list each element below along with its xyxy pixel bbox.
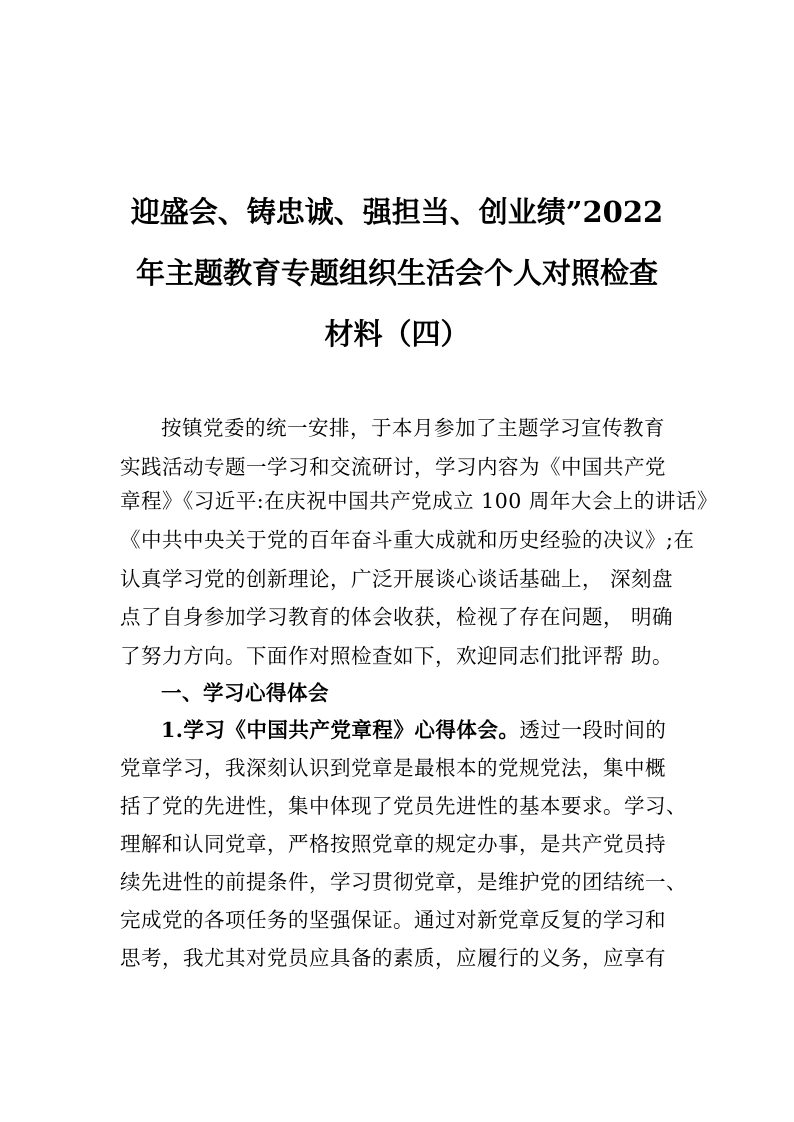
intro-paragraph-line: 按镇党委的统一安排，于本月参加了主题学习宣传教育 [161, 416, 665, 440]
intro-paragraph-line: 实践活动专题一学习和交流研讨，学习内容为《中国共产党 [120, 455, 666, 479]
intro-paragraph-line: 了努力方向。下面作对照检查如下，欢迎同志们批评帮 助。 [120, 644, 674, 668]
section-heading: 一、学习心得体会 [161, 681, 329, 705]
subsection-line: 党章学习，我深刻认识到党章是最根本的党规党法，集中概 [120, 756, 666, 780]
intro-paragraph-line: 认真学习党的创新理论，广泛开展谈心谈话基础上， 深刻盘 [120, 567, 674, 591]
intro-paragraph-line: 点了自身参加学习教育的体会收获，检视了存在问题， 明确 [120, 605, 674, 629]
subsection-lead-bold: 1.学习《中国共产党章程》心得体会。 [161, 718, 520, 742]
intro-paragraph-line: 章程》《习近平:在庆祝中国共产党成立 100 周年大会上的讲话》 [120, 489, 718, 513]
subsection-line: 完成党的各项任务的坚强保证。通过对新党章反复的学习和 [120, 908, 666, 932]
subsection-line: 理解和认同党章，严格按照党章的规定办事，是共产党员持 [120, 832, 666, 856]
intro-paragraph-line: 《中共中央关于党的百年奋斗重大成就和历史经验的决议》;在 [120, 528, 695, 552]
subsection-line: 括了党的先进性，集中体现了党员先进性的基本要求。学习、 [120, 794, 687, 818]
document-title-line-2: 年主题教育专题组织生活会个人对照检查 [135, 256, 658, 290]
document-title-line-3: 材料（四） [324, 317, 470, 351]
subsection-line: 思考，我尤其对党员应具备的素质，应履行的义务，应享有 [120, 946, 666, 970]
subsection-lead-rest: 透过一段时间的 [519, 718, 667, 742]
subsection-line: 续先进性的前提条件，学习贯彻党章，是维护党的团结统一、 [120, 870, 687, 894]
document-title-line-1: 迎盛会、铸忠诚、强担当、创业绩”2022 [130, 195, 664, 229]
subsection-first-line [161, 715, 666, 745]
